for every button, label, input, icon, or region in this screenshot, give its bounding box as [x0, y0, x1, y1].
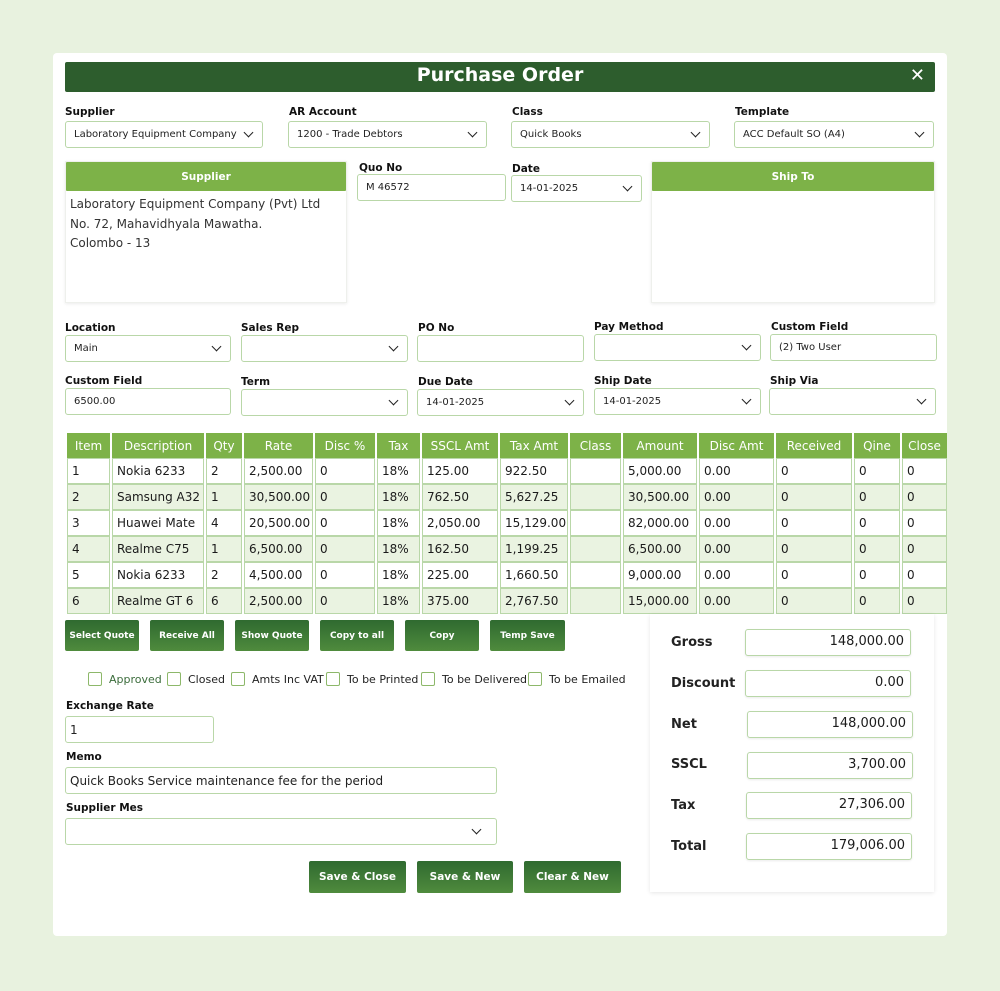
total-value: 179,006.00	[746, 833, 912, 860]
column-header[interactable]: Rate	[244, 433, 313, 458]
table-cell[interactable]	[570, 562, 621, 588]
table-cell[interactable]: 5,000.00	[623, 458, 697, 484]
column-header[interactable]: Disc Amt	[699, 433, 774, 458]
column-header[interactable]: Tax	[377, 433, 420, 458]
table-cell[interactable]: 1,660.50	[500, 562, 568, 588]
table-cell[interactable]: 0	[902, 458, 947, 484]
table-cell[interactable]: 2,767.50	[500, 588, 568, 614]
checkbox-label: To be Emailed	[549, 672, 626, 686]
quo-no-input[interactable]	[357, 174, 506, 201]
table-cell[interactable]: 0	[776, 536, 852, 562]
table-row[interactable]	[67, 588, 947, 614]
purchase-order-dialog	[53, 53, 947, 936]
location-value: Main	[74, 343, 98, 354]
table-cell[interactable]: 0	[902, 536, 947, 562]
approved-checkbox[interactable]	[88, 672, 162, 686]
line-items-table	[65, 433, 949, 614]
table-cell[interactable]: 0.00	[699, 588, 774, 614]
template-label: Template	[735, 106, 790, 118]
closed-checkbox[interactable]	[167, 672, 225, 686]
sales-rep-label: Sales Rep	[241, 322, 299, 334]
table-cell[interactable]: 0	[902, 562, 947, 588]
custom-field-input[interactable]	[770, 334, 937, 361]
amts-inc-vat-checkbox[interactable]	[231, 672, 324, 686]
table-cell[interactable]	[570, 510, 621, 536]
table-cell[interactable]: 0	[315, 588, 375, 614]
table-row[interactable]	[67, 458, 947, 484]
total-label: Total	[671, 839, 707, 854]
discount-value: 0.00	[745, 670, 911, 697]
supplier-mes-select[interactable]	[65, 818, 497, 845]
address-line: Colombo - 13	[70, 236, 151, 250]
table-cell[interactable]: 0	[854, 458, 900, 484]
exchange-rate-label: Exchange Rate	[66, 700, 154, 712]
table-cell[interactable]: 0	[315, 458, 375, 484]
table-cell[interactable]: 0	[315, 510, 375, 536]
table-cell[interactable]: 2	[206, 458, 242, 484]
chevron-down-icon	[468, 130, 478, 140]
table-cell[interactable]: 0	[902, 510, 947, 536]
column-header[interactable]: Description	[112, 433, 204, 458]
table-cell[interactable]: Realme GT 6	[112, 588, 204, 614]
table-cell[interactable]: 125.00	[422, 458, 498, 484]
address-line: Laboratory Equipment Company (Pvt) Ltd	[70, 197, 321, 211]
table-cell[interactable]: 6	[206, 588, 242, 614]
save-and-new-button[interactable]: Save & New	[417, 861, 513, 893]
select-quote-button[interactable]: Select Quote	[65, 620, 139, 651]
column-header[interactable]: Disc %	[315, 433, 375, 458]
date-value: 14-01-2025	[520, 183, 579, 194]
table-cell[interactable]: 15,000.00	[623, 588, 697, 614]
table-cell[interactable]: 0	[902, 484, 947, 510]
table-cell[interactable]: 2,500.00	[244, 458, 313, 484]
chevron-down-icon	[623, 184, 633, 194]
ar-account-value: 1200 - Trade Debtors	[297, 129, 403, 140]
po-no-label: PO No	[418, 322, 455, 334]
chevron-down-icon	[742, 343, 752, 353]
table-cell[interactable]: 0	[854, 588, 900, 614]
column-header[interactable]: Qine	[854, 433, 900, 458]
template-value: ACC Default SO (A4)	[743, 129, 845, 140]
custom-field-2-input[interactable]	[65, 388, 231, 415]
table-cell[interactable]: Nokia 6233	[112, 458, 204, 484]
table-cell[interactable]: 0	[315, 562, 375, 588]
chevron-down-icon	[742, 397, 752, 407]
column-header[interactable]: Close	[902, 433, 947, 458]
table-cell[interactable]: 9,000.00	[623, 562, 697, 588]
ship-to-panel	[651, 161, 935, 303]
chevron-down-icon	[389, 398, 399, 408]
table-cell[interactable]: 2	[206, 562, 242, 588]
chevron-down-icon	[389, 344, 399, 354]
table-row[interactable]	[67, 510, 947, 536]
template-select[interactable]	[734, 121, 934, 148]
pay-method-label: Pay Method	[594, 321, 664, 333]
supplier-panel-header: Supplier	[66, 162, 346, 191]
table-cell[interactable]: 922.50	[500, 458, 568, 484]
date-label: Date	[512, 163, 540, 175]
table-cell[interactable]	[570, 484, 621, 510]
exchange-rate-value: 1	[70, 722, 78, 737]
memo-input[interactable]	[65, 767, 497, 794]
table-cell[interactable]: 6,500.00	[244, 536, 313, 562]
ar-account-select[interactable]	[288, 121, 487, 148]
table-header-row	[67, 433, 947, 458]
supplier-mes-label: Supplier Mes	[66, 802, 144, 814]
to-be-delivered-checkbox[interactable]	[421, 672, 527, 686]
table-cell[interactable]: 30,500.00	[244, 484, 313, 510]
checkbox-label: Closed	[188, 672, 225, 686]
table-cell[interactable]: Nokia 6233	[112, 562, 204, 588]
table-cell[interactable]: 0	[854, 484, 900, 510]
table-cell[interactable]: 18%	[377, 510, 420, 536]
table-cell[interactable]: 0.00	[699, 510, 774, 536]
ship-via-select[interactable]	[769, 388, 936, 415]
table-cell[interactable]: 0	[902, 588, 947, 614]
checkbox-square[interactable]	[528, 672, 542, 686]
chevron-down-icon	[565, 398, 575, 408]
checkbox-label: Approved	[109, 672, 162, 686]
copy-to-all-button[interactable]: Copy to all	[320, 620, 394, 651]
table-row[interactable]	[67, 562, 947, 588]
table-cell[interactable]: Samsung A32	[112, 484, 204, 510]
table-cell[interactable]: 82,000.00	[623, 510, 697, 536]
table-cell[interactable]: 18%	[377, 562, 420, 588]
table-cell[interactable]: 18%	[377, 458, 420, 484]
table-cell[interactable]: 0.00	[699, 562, 774, 588]
table-cell[interactable]: 0	[776, 588, 852, 614]
show-quote-button[interactable]: Show Quote	[235, 620, 309, 651]
column-header[interactable]: Qty	[206, 433, 242, 458]
chevron-down-icon	[915, 130, 925, 140]
table-cell[interactable]: 20,500.00	[244, 510, 313, 536]
chevron-down-icon	[472, 827, 482, 837]
supplier-select[interactable]	[65, 121, 263, 148]
table-cell[interactable]: Realme C75	[112, 536, 204, 562]
chevron-down-icon	[244, 130, 254, 140]
close-icon[interactable]: ✕	[909, 65, 925, 86]
ar-account-label: AR Account	[289, 106, 357, 118]
class-label: Class	[512, 106, 543, 118]
ship-via-label: Ship Via	[770, 375, 819, 387]
table-cell[interactable]: 1	[206, 536, 242, 562]
class-select[interactable]	[511, 121, 710, 148]
table-cell[interactable]: 0	[854, 510, 900, 536]
checkbox-square[interactable]	[167, 672, 181, 686]
sales-rep-select[interactable]	[241, 335, 408, 362]
custom-field-2-value: 6500.00	[74, 396, 116, 407]
net-value: 148,000.00	[747, 711, 913, 738]
dialog-title: Purchase Order	[416, 64, 584, 86]
quo-no-label: Quo No	[359, 162, 403, 174]
table-cell[interactable]: 4	[67, 536, 110, 562]
checkbox-label: Amts Inc VAT	[252, 672, 324, 686]
pay-method-select[interactable]	[594, 334, 761, 361]
class-value: Quick Books	[520, 129, 582, 140]
discount-label: Discount	[671, 676, 736, 691]
table-cell[interactable]: 0	[776, 484, 852, 510]
copy-button[interactable]: Copy	[405, 620, 479, 651]
sscl-value: 3,700.00	[747, 752, 913, 779]
ship-date-label: Ship Date	[594, 375, 652, 387]
due-date-value: 14-01-2025	[426, 397, 485, 408]
net-label: Net	[671, 717, 697, 732]
table-cell[interactable]: 0	[854, 562, 900, 588]
memo-value: Quick Books Service maintenance fee for the period	[70, 773, 384, 788]
checkbox-square[interactable]	[88, 672, 102, 686]
table-row[interactable]	[67, 484, 947, 510]
receive-all-button[interactable]: Receive All	[150, 620, 224, 651]
table-cell[interactable]: 30,500.00	[623, 484, 697, 510]
table-cell[interactable]: 162.50	[422, 536, 498, 562]
save-and-close-button[interactable]: Save & Close	[309, 861, 406, 893]
column-header[interactable]: Class	[570, 433, 621, 458]
table-cell[interactable]: 1	[67, 458, 110, 484]
to-be-printed-checkbox[interactable]	[326, 672, 418, 686]
table-row[interactable]	[67, 536, 947, 562]
column-header[interactable]: Tax Amt	[500, 433, 568, 458]
due-date-label: Due Date	[418, 376, 473, 388]
table-cell[interactable]	[570, 536, 621, 562]
chevron-down-icon	[917, 397, 927, 407]
table-cell[interactable]: 4,500.00	[244, 562, 313, 588]
exchange-rate-input[interactable]	[65, 716, 214, 743]
checkbox-square[interactable]	[326, 672, 340, 686]
table-cell[interactable]: 762.50	[422, 484, 498, 510]
table-cell[interactable]: 0	[315, 536, 375, 562]
table-cell[interactable]: 6,500.00	[623, 536, 697, 562]
supplier-label: Supplier	[65, 106, 115, 118]
table-cell[interactable]: 1	[206, 484, 242, 510]
column-header[interactable]: Received	[776, 433, 852, 458]
table-cell[interactable]: 0.00	[699, 484, 774, 510]
table-cell[interactable]: 2,500.00	[244, 588, 313, 614]
column-header[interactable]: Amount	[623, 433, 697, 458]
clear-and-new-button[interactable]: Clear & New	[524, 861, 621, 893]
to-be-emailed-checkbox[interactable]	[528, 672, 626, 686]
column-header[interactable]: Item	[67, 433, 110, 458]
table-cell[interactable]: 5,627.25	[500, 484, 568, 510]
tax-label: Tax	[671, 798, 696, 813]
table-cell[interactable]: 2	[67, 484, 110, 510]
memo-label: Memo	[66, 751, 102, 763]
table-cell[interactable]: 4	[206, 510, 242, 536]
ship-date-picker[interactable]	[594, 388, 761, 415]
table-cell[interactable]: 18%	[377, 484, 420, 510]
term-select[interactable]	[241, 389, 408, 416]
table-cell[interactable]	[570, 458, 621, 484]
table-cell[interactable]: Huawei Mate	[112, 510, 204, 536]
table-cell[interactable]: 1,199.25	[500, 536, 568, 562]
checkbox-label: To be Delivered	[442, 672, 527, 686]
term-label: Term	[241, 376, 271, 388]
ship-to-panel-header: Ship To	[652, 162, 934, 191]
table-cell[interactable]: 6	[67, 588, 110, 614]
table-cell[interactable]: 225.00	[422, 562, 498, 588]
sscl-label: SSCL	[671, 757, 707, 772]
table-cell[interactable]: 0	[315, 484, 375, 510]
table-cell[interactable]: 375.00	[422, 588, 498, 614]
temp-save-button[interactable]: Temp Save	[490, 620, 565, 651]
checkbox-square[interactable]	[231, 672, 245, 686]
table-cell[interactable]: 18%	[377, 536, 420, 562]
supplier-address-panel	[65, 161, 347, 303]
ship-date-value: 14-01-2025	[603, 396, 662, 407]
supplier-value: Laboratory Equipment Company	[74, 129, 237, 140]
custom-field-value: (2) Two User	[779, 342, 842, 353]
table-cell[interactable]: 3	[67, 510, 110, 536]
totals-panel	[650, 614, 934, 892]
po-no-input[interactable]	[417, 335, 584, 362]
chevron-down-icon	[212, 344, 222, 354]
table-cell[interactable]: 0	[776, 458, 852, 484]
due-date-picker[interactable]	[417, 389, 584, 416]
custom-field-label: Custom Field	[771, 321, 849, 333]
custom-field-2-label: Custom Field	[65, 375, 143, 387]
column-header[interactable]: SSCL Amt	[422, 433, 498, 458]
location-label: Location	[65, 322, 116, 334]
table-cell[interactable]: 15,129.00	[500, 510, 568, 536]
checkbox-square[interactable]	[421, 672, 435, 686]
title-bar	[65, 62, 935, 92]
location-select[interactable]	[65, 335, 231, 362]
table-cell[interactable]: 0	[854, 536, 900, 562]
gross-label: Gross	[671, 635, 713, 650]
table-cell[interactable]: 0	[776, 562, 852, 588]
address-line: No. 72, Mahavidhyala Mawatha.	[70, 216, 263, 231]
chevron-down-icon	[691, 130, 701, 140]
table-cell[interactable]: 2,050.00	[422, 510, 498, 536]
table-cell[interactable]: 0	[776, 510, 852, 536]
gross-value: 148,000.00	[745, 629, 911, 656]
table-cell[interactable]	[570, 588, 621, 614]
table-cell[interactable]: 0.00	[699, 458, 774, 484]
table-cell[interactable]: 5	[67, 562, 110, 588]
table-cell[interactable]: 18%	[377, 588, 420, 614]
date-picker[interactable]	[511, 175, 642, 202]
tax-value: 27,306.00	[746, 792, 912, 819]
checkbox-label: To be Printed	[347, 672, 419, 686]
quo-no-value: M 46572	[366, 182, 410, 193]
table-cell[interactable]: 0.00	[699, 536, 774, 562]
